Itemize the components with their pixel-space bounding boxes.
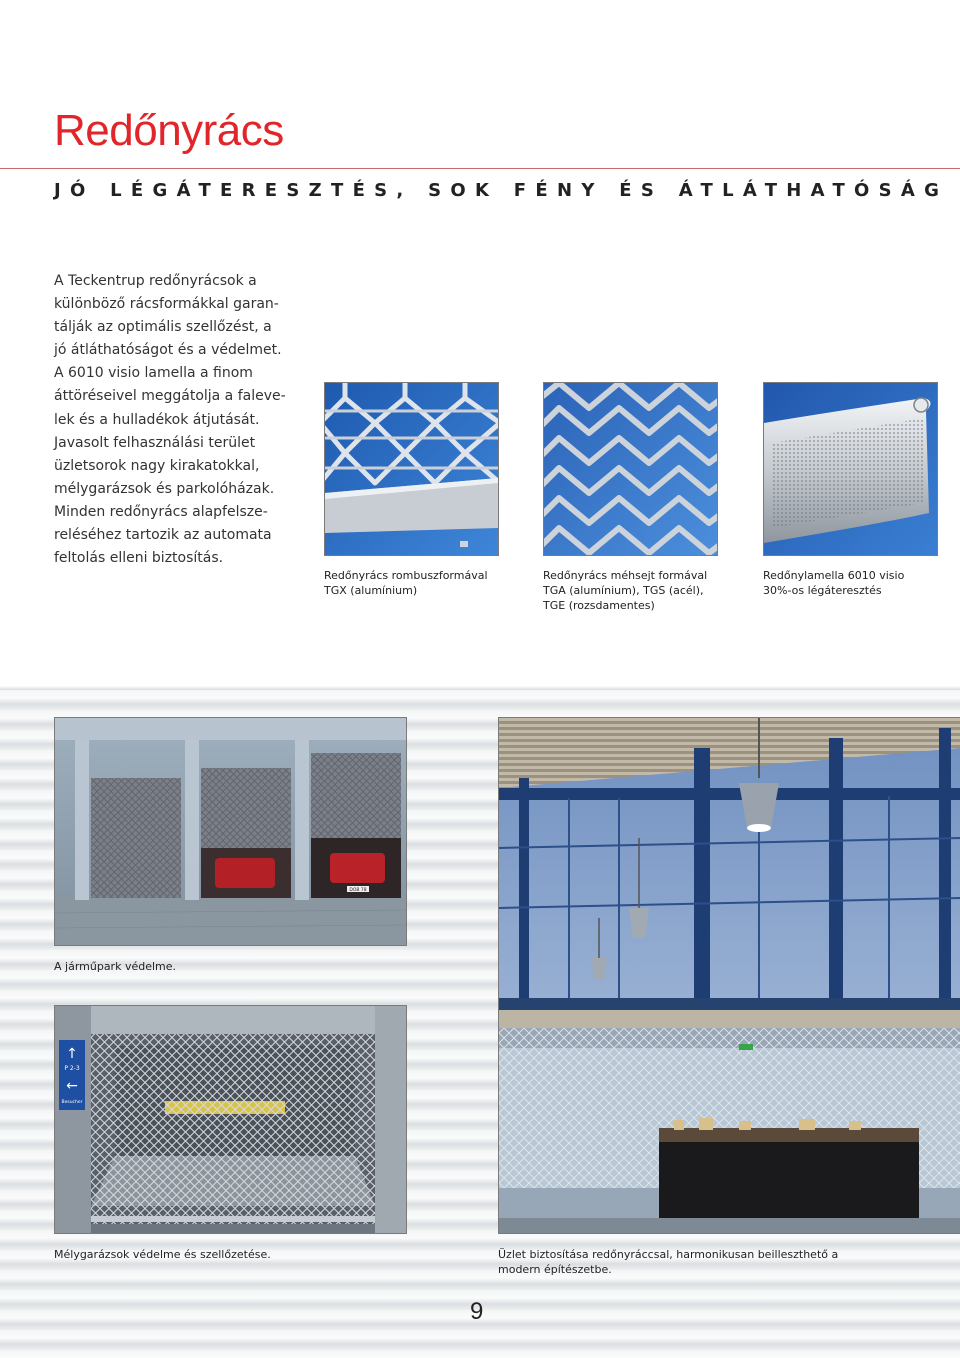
sign-word-text: Besucher [61,1100,83,1105]
sign-level-text: P 2-3 [64,1065,80,1072]
page-number: 9 [470,1298,484,1325]
intro-line: A Teckentrup redőnyrácsok a [54,273,257,289]
arrow-left-icon: ← [66,1078,78,1094]
intro-line: különböző rácsformákkal garan- [54,296,279,313]
intro-line: reléséhez tartozik az automata [54,527,272,544]
intro-line: áttöréseivel meggátolja a faleve- [54,388,286,405]
product-photo-honeycomb-grille [543,382,718,556]
caption-underground: Mélygarázsok védelme és szellőzetése. [54,1248,271,1261]
photo-garage-doors [54,717,407,946]
product-caption-lamella [763,568,953,598]
photo-shop-interior [498,717,960,1234]
caption-line: TGX (alumínium) [324,584,418,597]
caption-garage: A járműpark védelme. [54,960,177,973]
intro-line: tálják az optimális szellőzést, a [54,319,272,336]
photo-underground-garage [54,1005,407,1234]
intro-paragraph [54,270,294,570]
caption-shop [498,1247,938,1277]
product-photo-rhombus-grille [324,382,499,556]
product-caption-honeycomb [543,568,743,613]
caption-line: TGE (rozsdamentes) [543,599,655,612]
caption-line: Redőnyrács méhsejt formával [543,569,708,582]
page-subtitle: JÓ LÉGÁTERESZTÉS, SOK FÉNY ÉS ÁTLÁTHATÓSÁG [54,180,949,201]
caption-line: 30%-os légáteresztés [763,584,882,597]
intro-line: jó átláthatóságot és a védelmet. [54,342,282,359]
intro-line: Javasolt felhasználási terület [54,434,256,451]
intro-line: feltolás elleni biztosítás. [54,550,224,567]
intro-line: üzletsorok nagy kirakatokkal, [54,457,260,474]
license-plate-text: DOB 78 [349,888,367,893]
intro-line: Minden redőnyrács alapfelsze- [54,503,268,520]
arrow-up-icon: ↑ [66,1046,78,1062]
caption-line: TGA (alumínium), TGS (acél), [543,584,704,597]
product-photo-lamella-visio [763,382,938,556]
caption-line: Redőnylamella 6010 visio [763,569,905,582]
intro-line: A 6010 visio lamella a finom [54,365,253,382]
page-title: Redőnyrács [54,106,284,155]
intro-line: lek és a hulladékok átjutását. [54,411,260,428]
header-divider [0,168,960,169]
caption-line: Redőnyrács rombuszformával [324,569,488,582]
caption-line: modern építészetbe. [498,1263,612,1276]
product-caption-rhombus [324,568,514,598]
intro-line: mélygarázsok és parkolóházak. [54,480,275,497]
caption-line: Üzlet biztosítása redőnyráccsal, harmonikusan beilleszthető a [498,1248,839,1261]
